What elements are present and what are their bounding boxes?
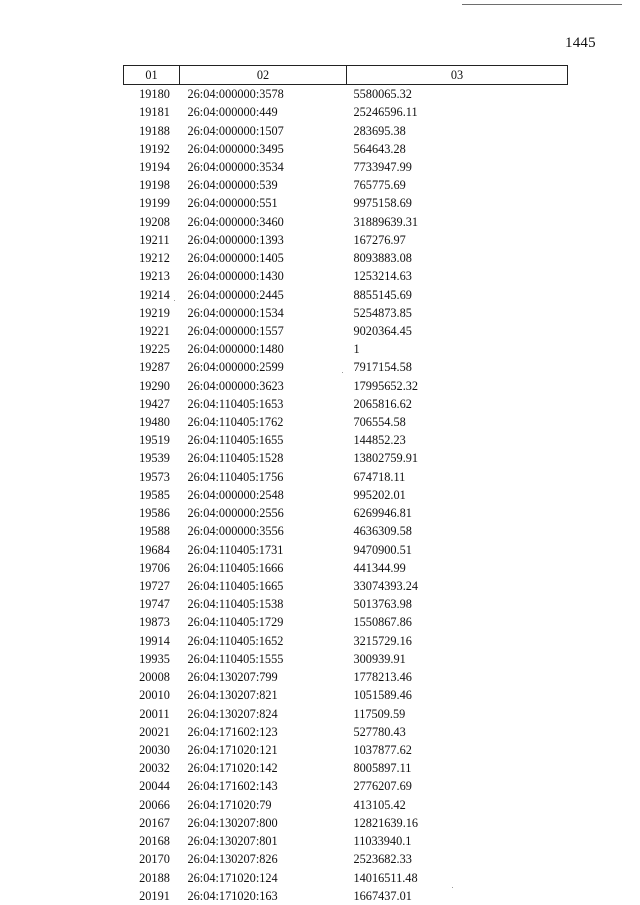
cell-cadastral-id: 26:04:171602:123 <box>187 724 278 739</box>
table-row <box>124 358 568 376</box>
cell-cadastral-id: 26:04:000000:2599 <box>187 360 284 375</box>
table-row <box>124 595 568 613</box>
cell-cadastral-id: 26:04:110405:1762 <box>187 415 284 430</box>
cell-value: 14016511.48 <box>353 870 418 885</box>
cell-number: 19181 <box>139 105 170 120</box>
cell-value: 25246596.11 <box>353 105 418 120</box>
cell-value: 995202.01 <box>353 487 406 502</box>
cell-cadastral-id: 26:04:000000:2445 <box>187 287 284 302</box>
cell-value: 144852.23 <box>353 433 406 448</box>
cell-number: 19287 <box>139 360 170 375</box>
cell-value: 2776207.69 <box>353 779 412 794</box>
cell-cadastral-id: 26:04:130207:824 <box>187 706 278 721</box>
cell-number: 19213 <box>139 269 170 284</box>
cell-number: 19211 <box>139 232 170 247</box>
cell-number: 19219 <box>139 305 170 320</box>
cell-cadastral-id: 26:04:130207:826 <box>187 852 278 867</box>
table-row <box>124 304 568 322</box>
table-header-row <box>124 66 568 85</box>
cell-value: 1550867.86 <box>353 615 412 630</box>
table-row <box>124 431 568 449</box>
table-row <box>124 486 568 504</box>
cell-value: 9470900.51 <box>353 542 412 557</box>
table-row <box>124 704 568 722</box>
cell-cadastral-id: 26:04:110405:1731 <box>187 542 284 557</box>
table-row <box>124 213 568 231</box>
registry-table <box>123 65 568 905</box>
cell-number: 19588 <box>139 524 170 539</box>
cell-number: 19586 <box>139 506 170 521</box>
cell-cadastral-id: 26:04:000000:2556 <box>187 506 284 521</box>
cell-cadastral-id: 26:04:110405:1666 <box>187 560 284 575</box>
table-row <box>124 668 568 686</box>
scan-speck <box>342 372 343 373</box>
cell-number: 19188 <box>139 123 170 138</box>
table-row <box>124 140 568 158</box>
cell-value: 8855145.69 <box>353 287 412 302</box>
cell-cadastral-id: 26:04:000000:3556 <box>187 524 284 539</box>
cell-cadastral-id: 26:04:110405:1729 <box>187 615 284 630</box>
cell-number: 19180 <box>139 87 170 102</box>
cell-value: 4636309.58 <box>353 524 412 539</box>
table-row <box>124 267 568 285</box>
cell-number: 20191 <box>139 888 170 903</box>
table-row <box>124 650 568 668</box>
cell-value: 6269946.81 <box>353 506 412 521</box>
table-row <box>124 103 568 121</box>
page-top-rule <box>462 4 622 5</box>
cell-cadastral-id: 26:04:000000:3534 <box>187 159 284 174</box>
cell-number: 19914 <box>139 633 170 648</box>
table-row <box>124 686 568 704</box>
cell-cadastral-id: 26:04:000000:1480 <box>187 342 284 357</box>
cell-number: 19199 <box>139 196 170 211</box>
cell-value: 9975158.69 <box>353 196 412 211</box>
cell-number: 19480 <box>139 415 170 430</box>
table-row <box>124 632 568 650</box>
table-row <box>124 377 568 395</box>
table-row <box>124 468 568 486</box>
cell-number: 20170 <box>139 852 170 867</box>
cell-cadastral-id: 26:04:130207:799 <box>187 670 278 685</box>
table-row <box>124 613 568 631</box>
table-row <box>124 559 568 577</box>
table-row <box>124 887 568 905</box>
cell-value: 3215729.16 <box>353 633 412 648</box>
table-row <box>124 850 568 868</box>
cell-cadastral-id: 26:04:000000:3578 <box>187 87 284 102</box>
cell-cadastral-id: 26:04:000000:1405 <box>187 251 284 266</box>
cell-number: 19221 <box>139 323 170 338</box>
cell-value: 33074393.24 <box>353 579 419 594</box>
cell-cadastral-id: 26:04:000000:1534 <box>187 305 284 320</box>
cell-number: 19585 <box>139 487 170 502</box>
cell-cadastral-id: 26:04:000000:1393 <box>187 232 284 247</box>
cell-value: 11033940.1 <box>353 834 412 849</box>
page-number: 1445 <box>565 35 596 51</box>
cell-value: 31889639.31 <box>353 214 419 229</box>
cell-number: 19873 <box>139 615 170 630</box>
cell-cadastral-id: 26:04:000000:1507 <box>187 123 284 138</box>
table-row <box>124 85 568 104</box>
cell-number: 19194 <box>139 159 170 174</box>
table-row <box>124 322 568 340</box>
cell-cadastral-id: 26:04:130207:800 <box>187 815 278 830</box>
cell-value: 2523682.33 <box>353 852 412 867</box>
table-body <box>124 85 568 905</box>
cell-cadastral-id: 26:04:000000:539 <box>187 178 278 193</box>
cell-number: 19208 <box>139 214 170 229</box>
cell-cadastral-id: 26:04:110405:1655 <box>187 433 284 448</box>
cell-number: 19706 <box>139 560 170 575</box>
cell-number: 19198 <box>139 178 170 193</box>
cell-number: 19427 <box>139 396 170 411</box>
cell-cadastral-id: 26:04:171020:124 <box>187 870 278 885</box>
cell-cadastral-id: 26:04:130207:821 <box>187 688 278 703</box>
table-row <box>124 449 568 467</box>
cell-number: 20188 <box>139 870 170 885</box>
cell-value: 7733947.99 <box>353 159 412 174</box>
cell-number: 19225 <box>139 342 170 357</box>
cell-value: 674718.11 <box>353 469 406 484</box>
table-row <box>124 249 568 267</box>
cell-cadastral-id: 26:04:000000:3623 <box>187 378 284 393</box>
cell-value: 5254873.85 <box>353 305 412 320</box>
scan-speck <box>174 300 175 301</box>
cell-value: 5580065.32 <box>353 87 412 102</box>
cell-value: 8005897.11 <box>353 761 412 776</box>
cell-number: 20010 <box>139 688 170 703</box>
cell-number: 20030 <box>139 742 170 757</box>
cell-cadastral-id: 26:04:110405:1652 <box>187 633 284 648</box>
column-header-03: 03 <box>347 66 568 85</box>
scan-speck <box>452 887 453 888</box>
cell-number: 19212 <box>139 251 170 266</box>
cell-number: 20044 <box>139 779 170 794</box>
cell-cadastral-id: 26:04:110405:1555 <box>187 651 284 666</box>
cell-cadastral-id: 26:04:171602:143 <box>187 779 278 794</box>
cell-number: 19573 <box>139 469 170 484</box>
cell-value: 1778213.46 <box>353 670 412 685</box>
table-row <box>124 796 568 814</box>
cell-number: 19290 <box>139 378 170 393</box>
table-row <box>124 832 568 850</box>
table-row <box>124 741 568 759</box>
table-row <box>124 577 568 595</box>
cell-value: 706554.58 <box>353 415 406 430</box>
cell-value: 1253214.63 <box>353 269 412 284</box>
cell-value: 1667437.01 <box>353 888 412 903</box>
cell-value: 765775.69 <box>353 178 406 193</box>
table-row <box>124 814 568 832</box>
cell-value: 9020364.45 <box>353 323 412 338</box>
cell-value: 167276.97 <box>353 232 406 247</box>
cell-value: 1 <box>353 342 360 357</box>
table-row <box>124 759 568 777</box>
cell-cadastral-id: 26:04:000000:1430 <box>187 269 284 284</box>
column-header-01: 01 <box>124 66 180 85</box>
cell-cadastral-id: 26:04:110405:1756 <box>187 469 284 484</box>
cell-number: 20168 <box>139 834 170 849</box>
cell-value: 283695.38 <box>353 123 406 138</box>
cell-value: 300939.91 <box>353 651 406 666</box>
cell-value: 12821639.16 <box>353 815 419 830</box>
cell-number: 20032 <box>139 761 170 776</box>
cell-value: 1051589.46 <box>353 688 412 703</box>
cell-number: 19214 <box>139 287 170 302</box>
cell-cadastral-id: 26:04:110405:1538 <box>187 597 284 612</box>
cell-value: 17995652.32 <box>353 378 419 393</box>
table-row <box>124 176 568 194</box>
table-row <box>124 504 568 522</box>
cell-number: 20167 <box>139 815 170 830</box>
cell-cadastral-id: 26:04:171020:142 <box>187 761 278 776</box>
cell-value: 441344.99 <box>353 560 406 575</box>
table-row <box>124 723 568 741</box>
table-row <box>124 522 568 540</box>
cell-number: 20008 <box>139 670 170 685</box>
cell-number: 20066 <box>139 797 170 812</box>
cell-number: 19519 <box>139 433 170 448</box>
cell-cadastral-id: 26:04:130207:801 <box>187 834 278 849</box>
cell-number: 20011 <box>139 706 170 721</box>
cell-number: 19935 <box>139 651 170 666</box>
cell-number: 19727 <box>139 579 170 594</box>
table-row <box>124 194 568 212</box>
table-row <box>124 285 568 303</box>
cell-number: 19539 <box>139 451 170 466</box>
table-row <box>124 340 568 358</box>
cell-cadastral-id: 26:04:110405:1528 <box>187 451 284 466</box>
cell-cadastral-id: 26:04:110405:1665 <box>187 579 284 594</box>
cell-cadastral-id: 26:04:000000:2548 <box>187 487 284 502</box>
cell-value: 7917154.58 <box>353 360 412 375</box>
cell-value: 13802759.91 <box>353 451 419 466</box>
cell-number: 19747 <box>139 597 170 612</box>
cell-value: 527780.43 <box>353 724 406 739</box>
cell-cadastral-id: 26:04:171020:79 <box>187 797 272 812</box>
cell-value: 413105.42 <box>353 797 406 812</box>
cell-value: 5013763.98 <box>353 597 412 612</box>
cell-cadastral-id: 26:04:000000:551 <box>187 196 278 211</box>
cell-cadastral-id: 26:04:110405:1653 <box>187 396 284 411</box>
table-row <box>124 395 568 413</box>
cell-cadastral-id: 26:04:000000:3460 <box>187 214 284 229</box>
cell-number: 20021 <box>139 724 170 739</box>
table-row <box>124 231 568 249</box>
table-row <box>124 540 568 558</box>
table-row <box>124 868 568 886</box>
column-header-02: 02 <box>180 66 347 85</box>
cell-number: 19192 <box>139 141 170 156</box>
cell-cadastral-id: 26:04:171020:121 <box>187 742 278 757</box>
cell-value: 1037877.62 <box>353 742 412 757</box>
cell-value: 117509.59 <box>353 706 406 721</box>
cell-value: 564643.28 <box>353 141 406 156</box>
cell-cadastral-id: 26:04:000000:449 <box>187 105 278 120</box>
table-row <box>124 121 568 139</box>
table-row <box>124 158 568 176</box>
cell-value: 8093883.08 <box>353 251 412 266</box>
cell-cadastral-id: 26:04:171020:163 <box>187 888 278 903</box>
table-row <box>124 777 568 795</box>
cell-cadastral-id: 26:04:000000:3495 <box>187 141 284 156</box>
cell-number: 19684 <box>139 542 170 557</box>
cell-value: 2065816.62 <box>353 396 412 411</box>
cell-cadastral-id: 26:04:000000:1557 <box>187 323 284 338</box>
table-row <box>124 413 568 431</box>
